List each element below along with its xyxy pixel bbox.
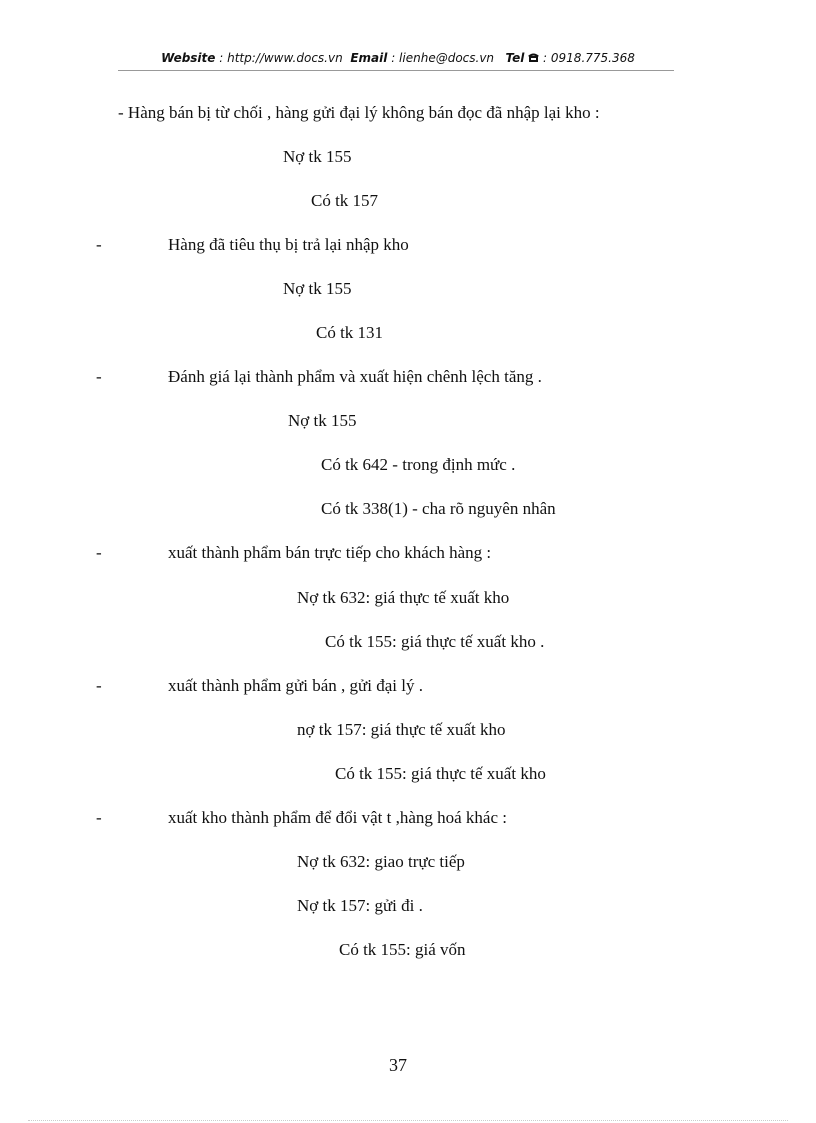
footer-divider xyxy=(28,1120,788,1121)
email-label: Email xyxy=(350,51,388,65)
list-dash: - xyxy=(96,676,102,695)
list-dash: - xyxy=(96,543,102,562)
text-line: Nợ tk 632: giá thực tế xuất kho xyxy=(297,588,510,607)
phone-icon xyxy=(528,52,539,66)
email-value: : lienhe@docs.vn xyxy=(391,51,495,65)
text-line: xuất thành phẩm gửi bán , gửi đại lý . xyxy=(168,676,423,695)
text-line: Nợ tk 632: giao trực tiếp xyxy=(297,852,465,871)
text-line: xuất thành phẩm bán trực tiếp cho khách hàng : xyxy=(168,543,492,562)
text-line: Đánh giá lại thành phẩm và xuất hiện chênh lệch tăng . xyxy=(168,367,542,386)
text-line: Nợ tk 157: gửi đi . xyxy=(297,896,423,915)
text-line: Nợ tk 155 xyxy=(283,279,352,298)
text-line: Hàng đã tiêu thụ bị trả lại nhập kho xyxy=(168,235,409,254)
text-line: Có tk 642 - trong định mức . xyxy=(321,455,516,474)
tel-value: : 0918.775.368 xyxy=(543,51,635,65)
text-line: - Hàng bán bị từ chối , hàng gửi đại lý không bán đọc đã nhập lại kho : xyxy=(118,103,600,122)
header-divider xyxy=(118,70,674,71)
text-line: Có tk 155: giá thực tế xuất kho . xyxy=(325,632,545,651)
text-line: Nợ tk 155 xyxy=(288,411,357,430)
text-line: Có tk 155: giá thực tế xuất kho xyxy=(335,764,546,783)
text-line: Có tk 338(1) - cha rõ nguyên nhân xyxy=(321,499,556,518)
website-label: Website xyxy=(161,51,216,65)
text-line: Có tk 157 xyxy=(311,191,379,210)
page-header xyxy=(0,51,796,66)
list-dash: - xyxy=(96,235,102,254)
list-dash: - xyxy=(96,808,102,827)
text-line: Có tk 131 xyxy=(316,323,384,342)
text-line: Có tk 155: giá vốn xyxy=(339,940,466,959)
text-line: nợ tk 157: giá thực tế xuất kho xyxy=(297,720,506,739)
website-value: : http://www.docs.vn xyxy=(219,51,343,65)
list-dash: - xyxy=(96,367,102,386)
text-line: xuất kho thành phẩm để đổi vật t ,hàng hoá khác : xyxy=(168,808,507,827)
page-number: 37 xyxy=(389,1055,407,1075)
text-line: Nợ tk 155 xyxy=(283,147,352,166)
tel-label: Tel xyxy=(505,51,525,65)
